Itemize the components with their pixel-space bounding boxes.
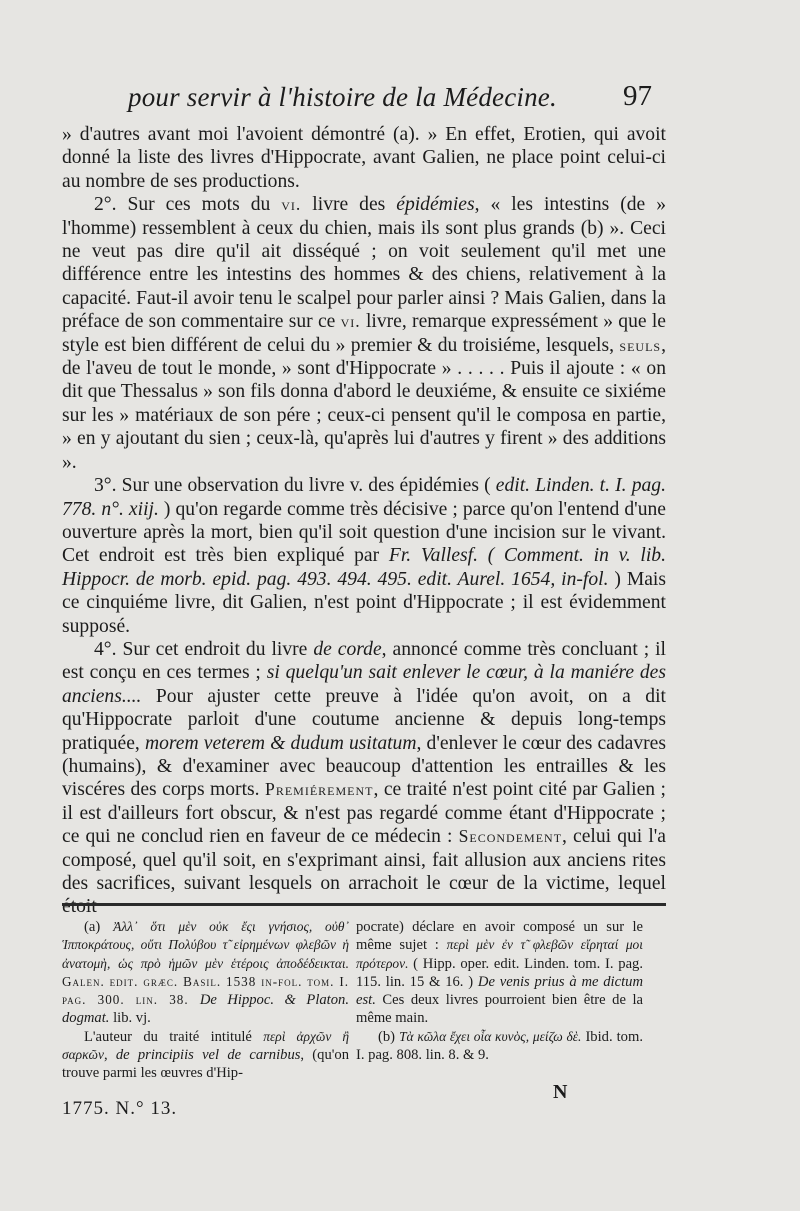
paragraph-2 [62,193,666,474]
greek-quote: Ἀλλ᾽ ὅτι μὲν οὐκ ἔςι γνήσιος, οὐθ᾽ Ἱπποκράτους, οὔτι Πολύβου τ̃ εἰρημένων φλεβῶν ἡ ἀνατομὴ, ὡς πρὸ ἡμῶν μὲν ἑτέροις ἀποδέδεικται. [62,919,349,971]
text-run: ) Mais ce cinquiéme livre, dit Galien, n'est point d'Hippocrate ; il est évidemment supposé. [62,568,667,637]
text-run: L'auteur du traité intitulé [84,1028,264,1045]
text-run: Ces deux livres pourroient bien être de la même main. [356,992,643,1027]
footnote-a [62,918,349,1028]
greek-quote: περὶ μὲν ἐν τ̃ φλεβῶν εἴρηταί μοι πρότερον. [356,937,643,971]
text-run: ) qu'on regarde comme très décisive ; parce qu'on l'entend d'une ouverture après la mort, bien qu'il soit question d'une incision sur le vivant. Cet endroit est très bien expliqué par [62,498,666,567]
small-caps-run: vi. [281,194,302,215]
italic-run: morem veterem & dudum usitatum [144,732,417,754]
text-run: , [103,1047,116,1064]
footnote-divider [62,903,666,906]
citation: ( Hipp. oper. edit. Linden. tom. I. pag. 115. lin. 15 & 16. ) [356,955,643,990]
footnote-marker: (b) [378,1028,396,1045]
text-run: , celui qui l'a composé, quel qu'il soit, en s'exprimant ainsi, fait allusion aux anciens rites des sacrifices, suivant lesquels on arrachoit le cœur de la victime, lequel étoit [62,826,666,918]
footnote-column-right [356,918,643,1064]
footnote-a-end [356,918,643,1028]
text-run: pocrate) déclare en avoir composé un sur le même sujet : [356,919,643,954]
text-run: , « les intestins (de » l'homme) ressemblent à ceux du chien, mais ils sont plus grands (b) ». Ceci ne veut pas dire qu'il ait disséqué ; on voit seulement qu'il met une différence entre les intestins des hommes & des chiens, relativement à la capacité. Faut-il avoir tenu le scalpel pour parler ainsi ? Mais Galien, dans la préface de son commentaire sur ce [62,194,666,333]
text-run: , annoncé comme très concluant ; il est conçu en ces termes ; [62,638,667,684]
italic-run: si quelqu'un sait enlever le cœur, à la maniére des anciens.... [62,662,667,707]
italic-run: de principiis vel de carnibus [115,1047,301,1064]
italic-run: de corde [313,638,382,660]
small-caps-run: Premiérement [265,779,374,800]
footnote-b [356,1028,643,1065]
citation: Galen. edit. græc. Basil. 1538 in-fol. tom. I. pag. 300. lin. 38. [62,973,349,1008]
text-run: , d'enlever le cœur des cadavres (humains), & d'examiner avec beaucoup d'attention les entrailles & les viscéres des corps morts. [62,732,667,801]
text-run: lib. vj. [109,1010,151,1027]
small-caps-run: vi. [340,311,361,332]
footnote-column-left [62,918,349,1083]
greek-quote: Τὰ κῶλα ἔχει οἷα κυνὸς, μείζω δὲ. [399,1028,582,1044]
page-header [0,80,800,120]
main-text [62,123,666,919]
text-run: , ce traité n'est point cité par Galien ; il est d'ailleurs fort obscur, & n'est pas regardé comme étant d'Hippocrate ; ce qui ne conclud rien en faveur de ce médecin : [62,779,666,848]
paragraph-1: » d'autres avant moi l'avoient démontré (a). » En effet, Erotien, qui avoit donné la liste des livres d'Hippocrate, avant Galien, ne place point celui-ci au nombre de ses productions. [62,124,666,192]
text-run: 2°. Sur ces mots du [94,194,282,216]
text-run: , (qu'on trouve parmi les œuvres d'Hip- [62,1047,349,1082]
text-run: 3°. Sur une observation du livre v. des épidémies ( [94,475,496,497]
text-run: livre, remarque expressément » que le style est bien différent de celui du » premier & du troisiéme, lesquels, [62,311,666,356]
italic-run: De Hippoc. & Platon. dogmat. [62,992,349,1027]
text-run: livre des [301,194,397,216]
running-head: pour servir à l'histoire de la Médecine. [128,82,557,112]
italic-run: Fr. Vallesf. ( Comment. in v. lib. Hippocr. de morb. epid. pag. 493. 494. 495. edit. Aurel. 1654, in-fol. [62,545,666,590]
small-caps-run: Secondement [458,826,563,847]
text-run: , de l'aveu de tout le monde, » sont d'Hippocrate » . . . . . Puis il ajoute : « on dit que Thessalus » son fils donna d'abord le deuxiéme, & ensuite ce sixiéme sur les » matériaux de son pére ; ceux-ci pensent qu'il le composa en partie, » en y ajoutant du sien ; ceux-là, qu'après lui d'autres y firent » des additions ». [62,334,666,473]
paragraph-3 [62,474,666,638]
greek-quote: περὶ ἀρχῶν ἢ σαρκῶν [62,1028,349,1063]
signature-mark: N [553,1081,568,1103]
page-number: 97 [623,80,652,112]
italic-run: De venis prius à me dictum est. [356,973,643,1009]
text-run: 4°. Sur cet endroit du livre [94,638,314,660]
italic-run: edit. Linden. t. I. pag. 778. n°. xiij. [62,475,666,520]
small-caps-run: seuls [619,334,662,355]
italic-run: épidémies [396,194,475,216]
footnote-marker: (a) [84,919,101,935]
footnote-a-continued [62,1028,349,1083]
citation: Ibid. tom. I. pag. 808. lin. 8. & 9. [356,1028,643,1064]
signature-line: 1775. N.° 13. [62,1098,178,1119]
text-run: Pour ajuster cette preuve à l'idée qu'on avoit, on a dit qu'Hippocrate parloit d'une coutume ancienne & depuis long-temps pratiquée, [62,685,666,754]
paragraph-4 [62,638,666,919]
